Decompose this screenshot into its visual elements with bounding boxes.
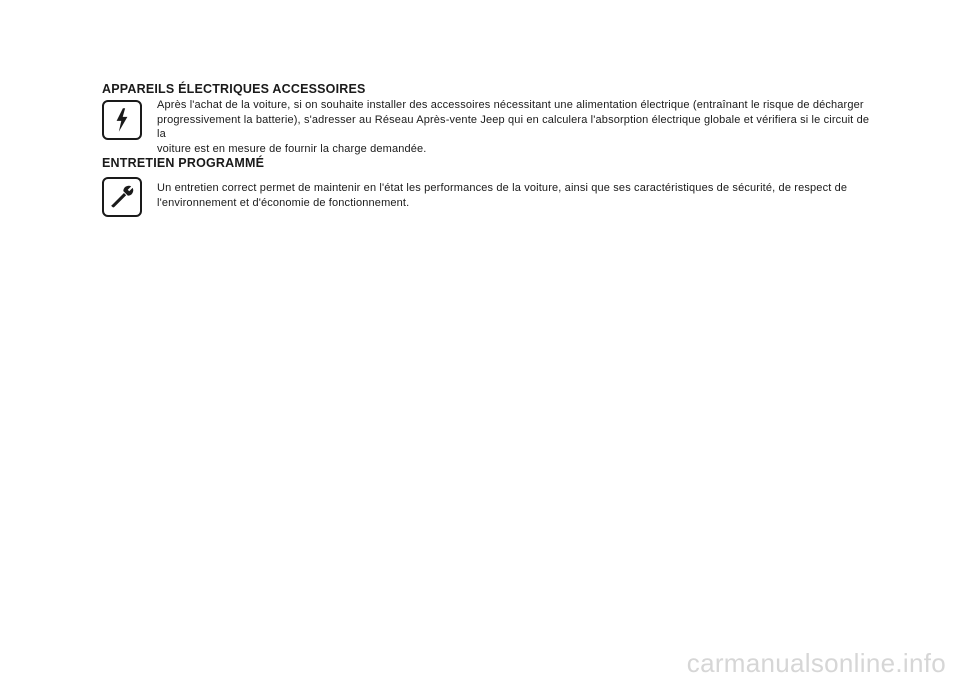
section-body-scheduled-maintenance: [157, 181, 877, 210]
paragraph-line: Après l'achat de la voiture, si on souhaite installer des accessoires nécessitant une alimentation électrique (entraînant le risque de décharger: [157, 99, 864, 111]
paragraph-line: Un entretien correct permet de maintenir en l'état les performances de la voiture, ainsi que ses caractéristiques de sécurité, de respect de: [157, 182, 848, 194]
paragraph-line: progressivement la batterie), s'adresser au Réseau Après-vente Jeep qui en calculera l'absorption électrique globale et vérifiera si le circuit de la: [157, 113, 870, 140]
site-watermark: carmanualsonline.info: [686, 648, 946, 678]
paragraph-line: l'environnement et d'économie de fonctionnement.: [157, 196, 410, 209]
wrench-icon: [102, 177, 142, 217]
lightning-bolt-icon: [102, 100, 142, 140]
paragraph-line: voiture est en mesure de fournir la charge demandée.: [157, 142, 427, 155]
section-title-scheduled-maintenance: ENTRETIEN PROGRAMMÉ: [102, 156, 265, 170]
section-title-electrical-accessories: APPAREILS ÉLECTRIQUES ACCESSOIRES: [102, 82, 366, 96]
section-body-electrical-accessories: [157, 98, 877, 156]
